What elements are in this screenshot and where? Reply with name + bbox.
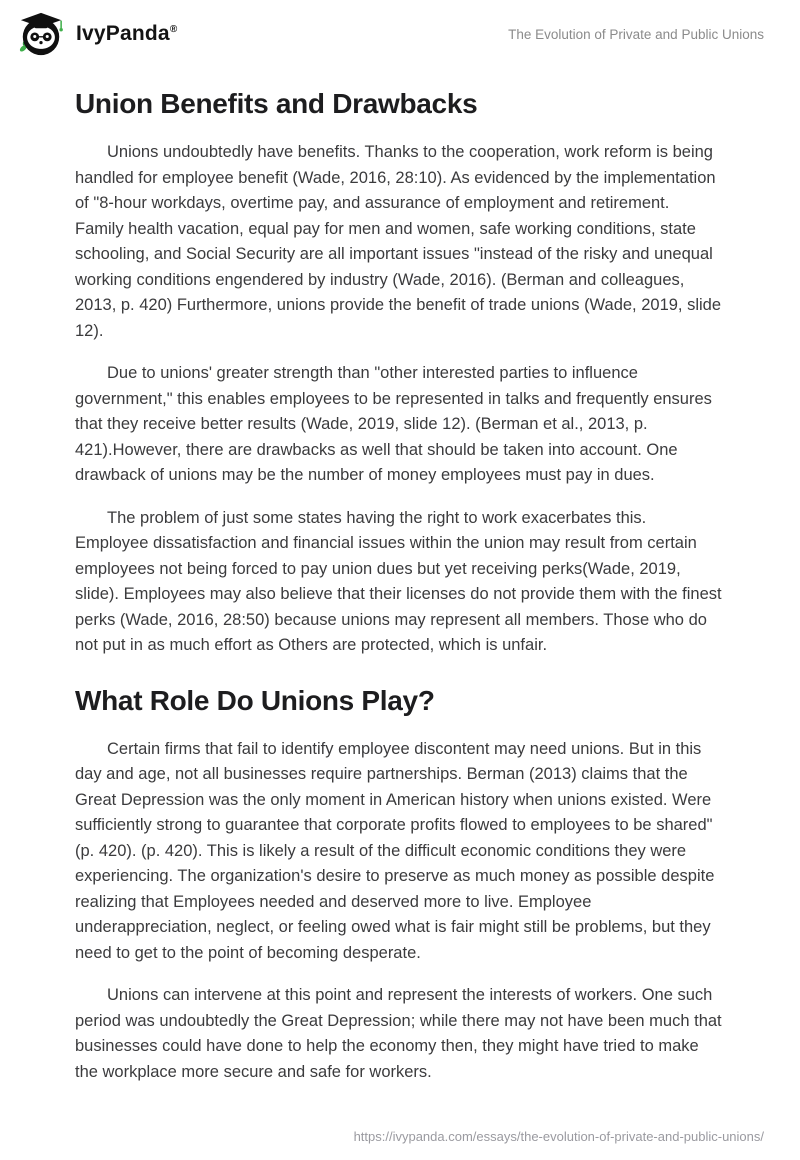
paragraph: Unions undoubtedly have benefits. Thanks to the cooperation, work reform is being handled for employee benefit (Wade, 2016, 28:10). As evidenced by the implementation of "8-hour workdays, overtime pay, and assurance of employment and retirement. Family health vacation, equal pay for men and women, safe working conditions, state schooling, and Social Security are all important issues "instead of the risky and unequal working conditions engendered by industry (Wade, 2016). (Berman and colleagues, 2013, p. 420) Furthermore, unions provide the benefit of trade unions (Wade, 2019, slide 12). [75, 143, 722, 340]
page-footer [354, 1128, 764, 1146]
registered-trademark: ® [169, 24, 178, 35]
document-title: The Evolution of Private and Public Unions [508, 26, 764, 42]
paragraph: The problem of just some states having the right to work exacerbates this. Employee dissatisfaction and financial issues within the union may result from certain employees not being forced to pay union dues but yet receiving perks(Wade, 2019, slide). Employees may also believe that their licenses do not provide them with the finest perks (Wade, 2016, 28:50) because unions may represent all members. Those who do not put in as much effort as Others are protected, which is unfair. [75, 508, 722, 654]
section-heading-role-of-unions: What Role Do Unions Play? [75, 684, 435, 716]
brand-text: IvyPanda [76, 22, 170, 45]
source-url-link[interactable]: https://ivypanda.com/essays/the-evolution-of-private-and-public-unions/ [353, 1129, 764, 1144]
brand-name [76, 22, 177, 46]
ivypanda-logo-icon [18, 11, 64, 57]
page-header [0, 0, 800, 58]
paragraph: Unions can intervene at this point and represent the interests of workers. One such period was undoubtedly the Great Depression; while there may not have been much that businesses could have done to help the economy then, they might have tried to make the workplace more secure and safe for workers. [75, 986, 722, 1081]
section-heading-benefits-drawbacks: Union Benefits and Drawbacks [75, 88, 478, 119]
paragraph: Certain firms that fail to identify employee discontent may need unions. But in this day and age, not all businesses require partnerships. Berman (2013) claims that the Great Depression was the only moment in American history when unions existed. Were sufficiently strong to guarantee that corporate profits flowed to employees to be shared" (p. 420). (p. 420). This is likely a result of the difficult economic conditions they were experiencing. The organization's desire to preserve as much money as possible despite realizing that Employees needed and deserved more to live. Employee underappreciation, neglect, or feeling owed what is fair might still be problems, but they need to get to the point of becoming desperate. [75, 739, 715, 962]
paragraph: Due to unions' greater strength than "other interested parties to influence government," this enables employees to be represented in talks and frequently ensures that they receive better results (Wade, 2019, slide 12). (Berman et al., 2013, p. 421).However, there are drawbacks as well that should be taken into account. One drawback of unions may be the number of money employees must pay in dues. [75, 364, 712, 484]
brand [18, 11, 177, 57]
essay-content [0, 58, 800, 1085]
